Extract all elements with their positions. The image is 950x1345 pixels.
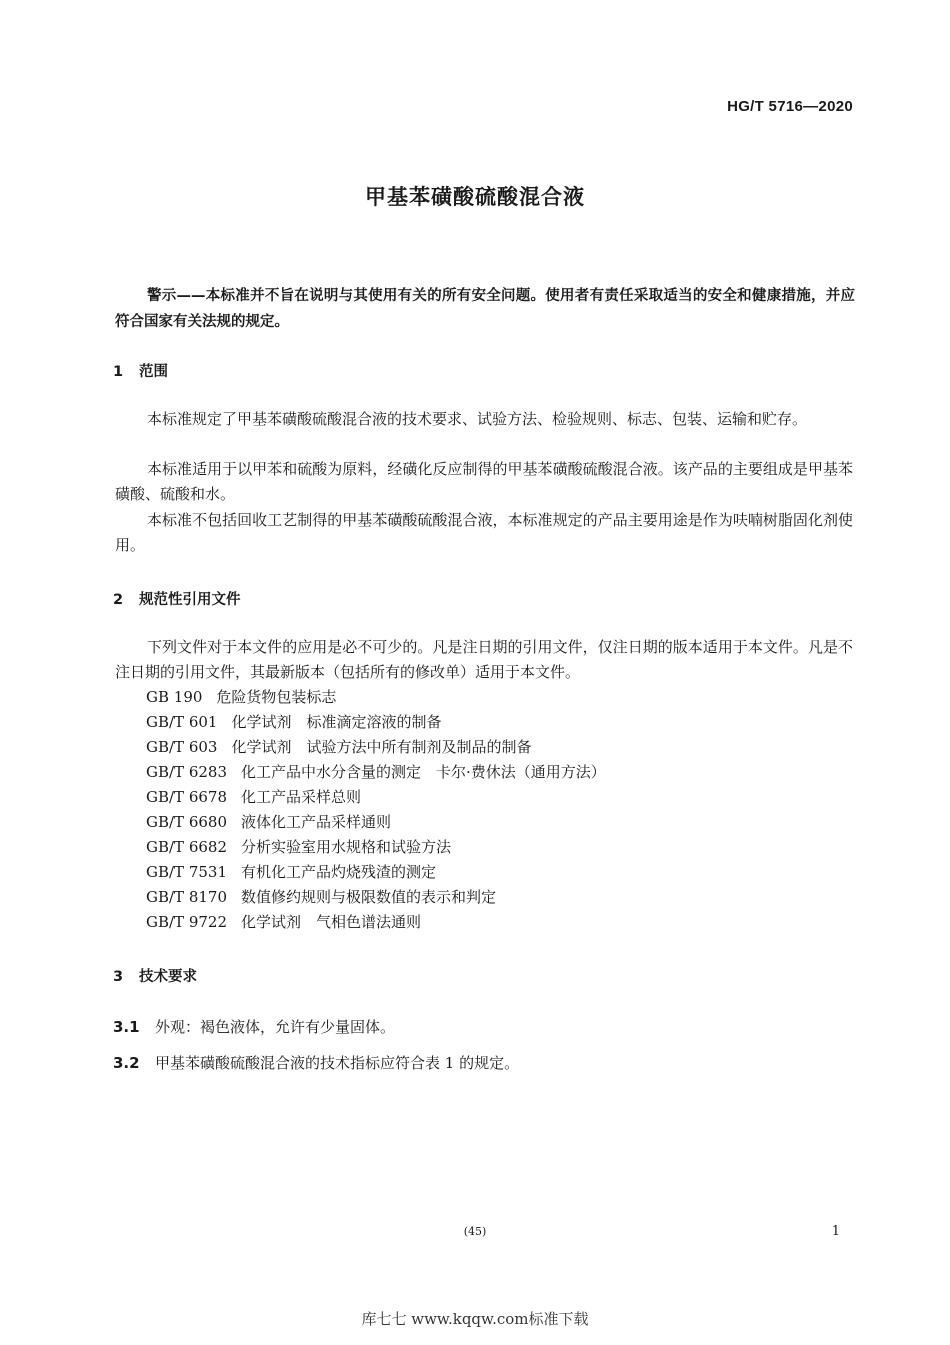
- reference-item: [146, 685, 606, 710]
- scope-paragraph: 本标准适用于以甲苯和硫酸为原料，经磺化反应制得的甲基苯磺酸硫酸混合液。该产品的主要组成是甲基苯磺酸、硫酸和水。: [115, 460, 853, 503]
- reference-code: GB/T 6682: [146, 838, 228, 856]
- reference-code: GB/T 8170: [146, 888, 228, 906]
- standard-code: HG/T 5716—2020: [727, 98, 853, 115]
- safety-warning: 警示——本标准并不旨在说明与其使用有关的所有安全问题。使用者有责任采取适当的安全和健康措施，并应符合国家有关法规的规定。: [115, 288, 855, 330]
- reference-code: GB/T 9722: [146, 913, 228, 931]
- reference-code: GB/T 603: [146, 738, 218, 756]
- reference-list: [146, 685, 606, 935]
- reference-code: GB/T 6680: [146, 813, 228, 831]
- reference-item: [146, 760, 606, 785]
- clause-text: 甲基苯磺酸硫酸混合液的技术指标应符合表 1 的规定。: [155, 1054, 520, 1072]
- reference-item: [146, 735, 606, 760]
- reference-code: GB/T 601: [146, 713, 218, 731]
- section-number: 1: [113, 364, 124, 380]
- clause-3-1: [113, 1016, 395, 1037]
- reference-item: [146, 785, 606, 810]
- reference-title: 液体化工产品采样通则: [241, 813, 392, 831]
- section-title: 技术要求: [139, 969, 197, 985]
- page-number: 1: [831, 1224, 840, 1239]
- section-1-heading: [113, 360, 168, 381]
- normative-refs-intro: 下列文件对于本文件的应用是必不可少的。凡是注日期的引用文件，仅注日期的版本适用于本文件。凡是不注日期的引用文件，其最新版本（包括所有的修改单）适用于本文件。: [115, 638, 853, 681]
- download-site-watermark: 库七七 www.kqqw.com标准下载: [361, 1310, 589, 1328]
- section-number: 2: [113, 592, 124, 608]
- reference-code: GB 190: [146, 688, 203, 706]
- reference-title: 数值修约规则与极限数值的表示和判定: [241, 888, 497, 906]
- clause-number: 3.1: [113, 1018, 140, 1036]
- reference-title: 化学试剂 气相色谱法通则: [241, 913, 422, 931]
- scope-paragraph: 本标准规定了甲基苯磺酸硫酸混合液的技术要求、试验方法、检验规则、标志、包装、运输和贮存。: [147, 410, 808, 428]
- section-2-heading: [113, 588, 241, 609]
- reference-code: GB/T 6678: [146, 788, 228, 806]
- reference-item: [146, 710, 606, 735]
- section-title: 范围: [139, 364, 168, 380]
- clause-3-2: [113, 1052, 519, 1073]
- section-number: 3: [113, 969, 124, 985]
- scope-paragraph: 本标准不包括回收工艺制得的甲基苯磺酸硫酸混合液，本标准规定的产品主要用途是作为呋喃树脂固化剂使用。: [115, 511, 853, 554]
- reference-title: 化学试剂 试验方法中所有制剂及制品的制备: [231, 738, 532, 756]
- section-title: 规范性引用文件: [139, 592, 241, 608]
- reference-title: 危险货物包装标志: [216, 688, 337, 706]
- reference-item: [146, 835, 606, 860]
- reference-title: 分析实验室用水规格和试验方法: [241, 838, 452, 856]
- reference-title: 化工产品中水分含量的测定 卡尔·费休法（通用方法）: [241, 763, 606, 781]
- reference-title: 化学试剂 标准滴定溶液的制备: [231, 713, 442, 731]
- reference-code: GB/T 6283: [146, 763, 228, 781]
- reference-item: [146, 810, 606, 835]
- reference-title: 化工产品采样总则: [241, 788, 362, 806]
- clause-text: 外观：褐色液体，允许有少量固体。: [155, 1018, 396, 1036]
- reference-code: GB/T 7531: [146, 863, 228, 881]
- clause-number: 3.2: [113, 1054, 140, 1072]
- document-title: 甲基苯磺酸硫酸混合液: [365, 185, 585, 209]
- reference-title: 有机化工产品灼烧残渣的测定: [241, 863, 437, 881]
- reference-item: [146, 860, 606, 885]
- page-mark: (45): [463, 1225, 487, 1238]
- section-3-heading: [113, 965, 197, 986]
- reference-item: [146, 910, 606, 935]
- reference-item: [146, 885, 606, 910]
